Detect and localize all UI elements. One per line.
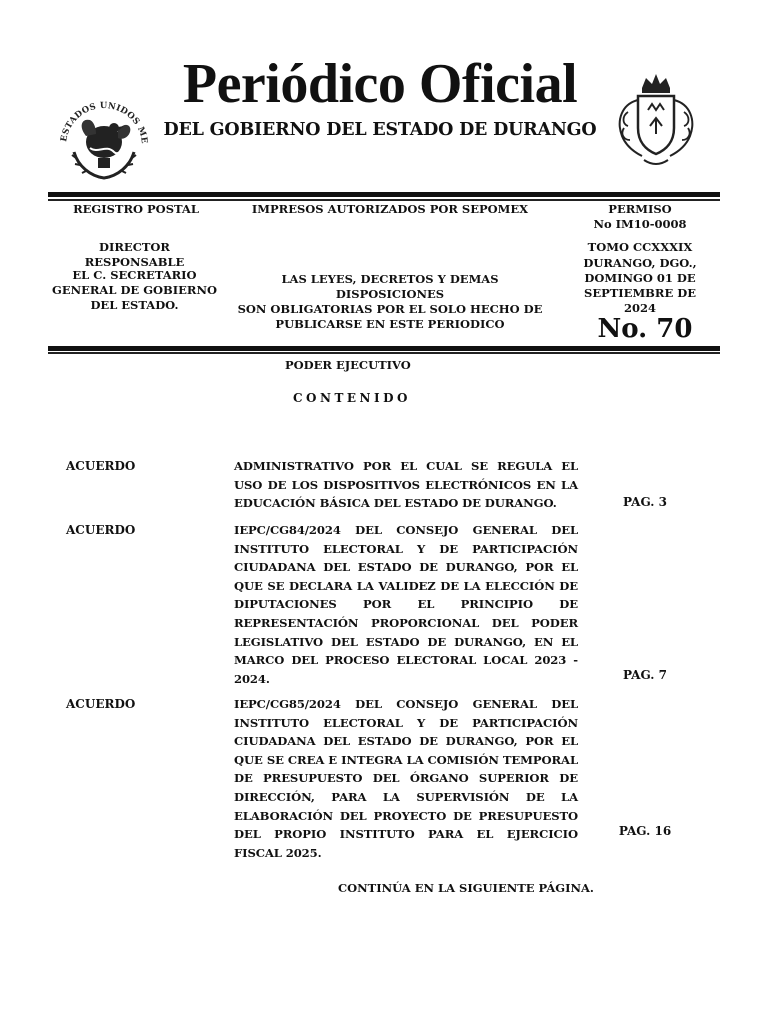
secretario-block [52,268,217,313]
masthead-bottom-rule [48,346,720,351]
masthead-top-thin-rule [48,199,720,201]
registro-postal: REGISTRO POSTAL [73,202,199,216]
entry-description: IEPC/CG85/2024 DEL CONSEJO GENERAL DEL INSTITUTO ELECTORAL Y DE PARTICIPACIÓN CIUDADANA DEL ESTADO DE DURANGO, POR EL QUE SE CREA E INTEGRA LA COMISIÓN TEMPORAL DE PRESUPUESTO DEL ÓRGANO SUPERIOR DE DIRECCIÓN, PARA LA SUPERVISIÓN DE LA ELABORACIÓN DEL PROYECTO DE PRESUPUESTO DEL PROPIO INSTITUTO PARA EL EJERCICIO FISCAL 2025. [234,697,578,860]
tomo: TOMO CCXXXIX [587,240,693,254]
contenido-heading: CONTENIDO [293,391,411,405]
secretario-line: EL C. SECRETARIO [72,268,197,282]
durango-coat-of-arms-seal [608,70,704,174]
issue-number: No. 70 [597,314,693,344]
leyes-line: LAS LEYES, DECRETOS Y DEMAS DISPOSICIONES [281,272,499,301]
entry-label: ACUERDO [66,459,136,473]
newspaper-subtitle: DEL GOBIERNO DEL ESTADO DE DURANGO [163,120,597,140]
leyes-line: SON OBLIGATORIAS POR EL SOLO HECHO DE [237,302,543,316]
entry-label: ACUERDO [66,523,136,537]
permiso-label: PERMISO [608,202,672,216]
secretario-line: GENERAL DE GOBIERNO [52,283,217,297]
newspaper-title: Periódico Oficial [182,53,578,115]
fecha-line: DOMINGO 01 DE [584,271,696,285]
leyes-notice [236,272,544,332]
director-responsable: DIRECTOR RESPONSABLE [84,240,185,269]
leyes-line: PUBLICARSE EN ESTE PERIODICO [275,317,505,331]
entry-page: PAG. 7 [623,668,667,682]
fecha-line: SEPTIEMBRE DE 2024 [584,286,696,315]
masthead-top-rule [48,192,720,197]
impresos-autorizados: IMPRESOS AUTORIZADOS POR SEPOMEX [251,202,529,216]
entry-description: ADMINISTRATIVO POR EL CUAL SE REGULA EL USO DE LOS DISPOSITIVOS ELECTRÓNICOS EN LA EDUCACIÓN BÁSICA DEL ESTADO DE DURANGO. [234,459,578,511]
continua-notice: CONTINÚA EN LA SIGUIENTE PÁGINA. [338,881,594,895]
permiso-block [580,202,700,232]
poder-ejecutivo-heading: PODER EJECUTIVO [285,358,411,372]
entry-page: PAG. 16 [618,824,672,838]
entry-page: PAG. 3 [623,495,667,509]
fecha-block [572,256,708,316]
masthead-bottom-thin-rule [48,352,720,354]
mexico-coat-of-arms-seal [52,86,156,190]
secretario-line: DEL ESTADO. [90,298,179,312]
svg-text:ESTADOS UNIDOS MEXICANOS: ESTADOS UNIDOS ME [59,100,150,145]
entry-label: ACUERDO [66,697,136,711]
entry-description: IEPC/CG84/2024 DEL CONSEJO GENERAL DEL INSTITUTO ELECTORAL Y DE PARTICIPACIÓN CIUDADANA DEL ESTADO DE DURANGO, POR EL QUE SE DECLARA LA VALIDEZ DE LA ELECCIÓN DE DIPUTACIONES POR EL PRINCIPIO DE REPRESENTACIÓN PROPORCIONAL DEL PODER LEGISLATIVO DEL ESTADO DE DURANGO, EN EL MARCO DEL PROCESO ELECTORAL LOCAL 2023 - 2024. [234,523,578,686]
fecha-line: DURANGO, DGO., [583,256,697,270]
permiso-number: No IM10-0008 [593,217,687,231]
